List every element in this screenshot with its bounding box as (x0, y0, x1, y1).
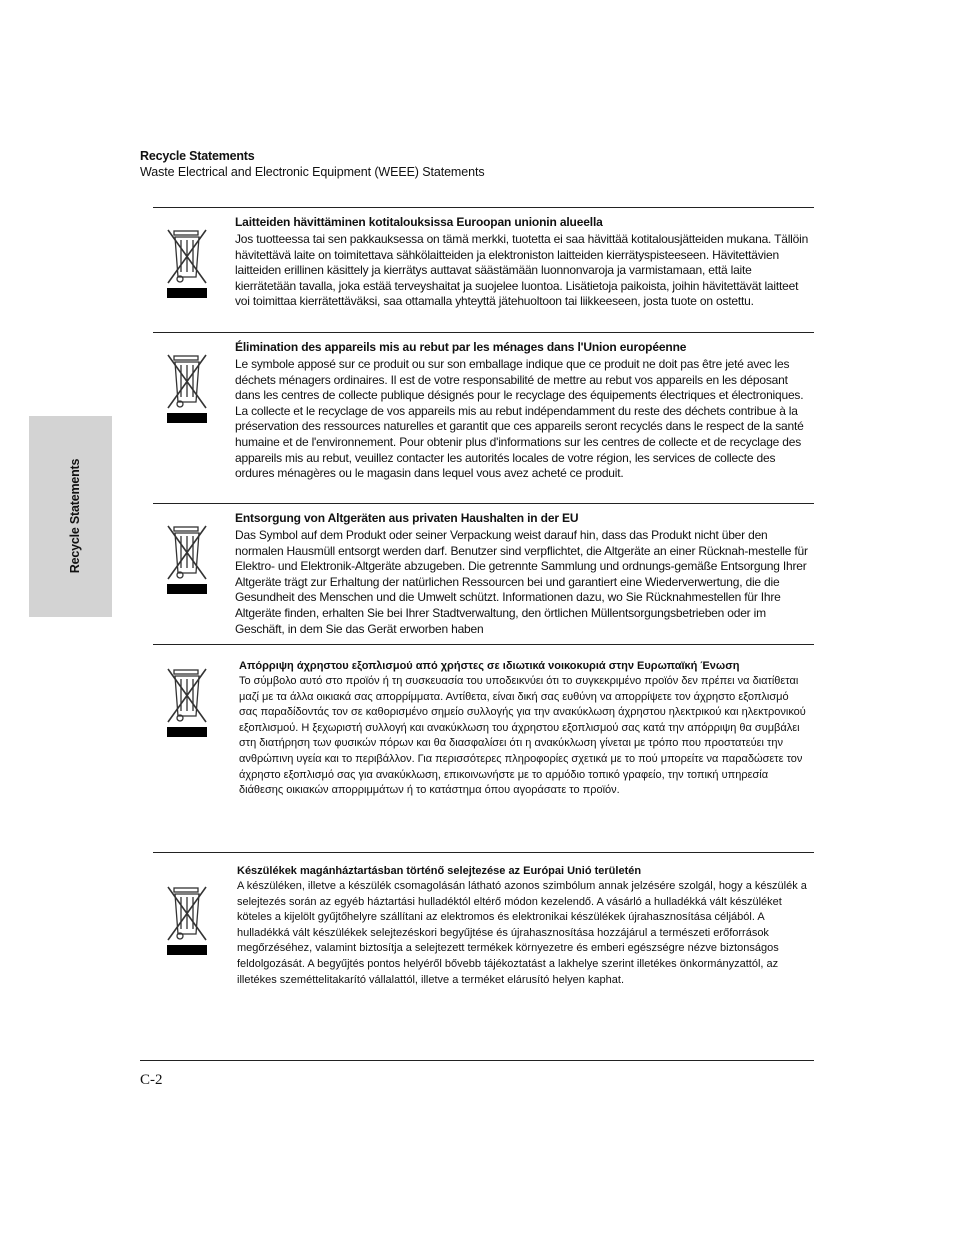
statement-body: A készüléken, illetve a készülék csomagolásán látható azonos szimbólum annak jelzésére szolgál, hogy a készülék a selejtezés során az egyéb háztartási hulladéktól eltérő módon kezelendő. A vásárló a hulladékká vált készüléket köteles a kijelölt gyűjtőhelyre szállítani az elektromos és elektronikai készülékek újrahasznosítása céljából. A hulladékká vált készülékek selejtezéskori begyűjtése és újrahasznosítása hozzájárul a természeti erőforrások megőrzéséhez, valamint biztosítja a selejtezett termékek környezetre és emberi egészségre nézve biztonságos feldolgozását. A begyűjtés pontos helyéről bővebb tájékoztatást a lakhelye szerint illetékes önkormányzattól, az illetékes szeméttelitakarító vállalattól, illetve a terméket elárusító helyen kaphat. (237, 880, 807, 986)
statement-title: Készülékek magánháztartásban történő selejtezése az Európai Unió területén (237, 865, 642, 877)
statement-title: Laitteiden hävittäminen kotitalouksissa Euroopan unionin alueella (235, 215, 603, 229)
statement-row-german (153, 503, 814, 645)
statement-row-finnish (153, 207, 814, 333)
section-title: Recycle Statements (140, 149, 255, 163)
weee-crossed-bin-icon (165, 228, 209, 298)
side-tab-label: Recycle Statements (68, 458, 82, 574)
statement-row-greek (153, 644, 814, 853)
statement-body: Jos tuotteessa tai sen pakkauksessa on tämä merkki, tuotetta ei saa hävittää kotitalousjätteiden mukana. Tällöin hävitettävä laite on toimitettava sähkölaitteiden ja elektroniston laitteiden kierrätyspisteeseen. Hävitettävien laitteiden erillinen käsittely ja kierrätys auttavat säästämään luonnonvaroja ja varmistamaan, että laite kierrätetään tavalla, joka estää terveyshaitat ja suojelee luontoa. Lisätietoja paikoista, joihin hävitettävät laitteet voi toimittaa kierrätettäväksi, saa ottamalla yhteyttä jätehuoltoon tai liikkeeseen, josta tuote on ostettu. (235, 232, 809, 309)
statement-title: Απόρριψη άχρηστου εξοπλισμού από χρήστες σε ιδιωτικά νοικοκυριά στην Ευρωπαϊκή Ένωση (239, 660, 740, 672)
statement-body: Das Symbol auf dem Produkt oder seiner Verpackung weist darauf hin, dass das Produkt nicht über den normalen Hausmüll entsorgt werden darf. Benutzer sind verpflichtet, die Altgeräte an einer Rücknah-mestelle für Elektro- und Elektronik-Altgeräte abzugeben. Die getrennte Sammlung und ordnungs-gemäße Entsorgung Ihrer Altgeräte trägt zur Erhaltung der natürlichen Ressourcen bei und garantiert eine Wiederverwertung, die die Gesundheit des Menschen und die Umwelt schützt. Informationen dazu, wo Sie Rücknahmestellen für Ihre Altgeräte finden, erhalten Sie bei Ihrer Stadtverwaltung, den örtlichen Müllentsorgungsbetrieben oder im Geschäft, in dem Sie das Gerät erworben haben (235, 528, 808, 636)
page-number: C-2 (140, 1072, 163, 1088)
footer-rule (140, 1060, 814, 1061)
weee-crossed-bin-icon (165, 667, 209, 737)
statement-body: Le symbole apposé sur ce produit ou sur son emballage indique que ce produit ne doit pas être jeté avec les déchets ménagers ordinaires. Il est de votre responsabilité de mettre au rebut vos appareils en les déposant dans les centres de collecte publique désignés pour le recyclage des équipements électriques et électroniques. La collecte et le recyclage de vos appareils mis au rebut indépendamment du reste des déchets contribue à la préservation des ressources naturelles et garantit que ces appareils seront recyclés dans le respect de la santé humaine et de l'environnement. Pour obtenir plus d'informations sur les centres de collecte et de recyclage des appareils mis au rebut, veuillez contacter les autorités locales de votre région, les services de collecte des ordures ménagères ou le magasin dans lequel vous avez acheté ce produit. (235, 357, 804, 481)
weee-crossed-bin-icon (165, 885, 209, 955)
section-subtitle: Waste Electrical and Electronic Equipment (WEEE) Statements (140, 165, 485, 179)
statement-row-hungarian (153, 852, 814, 1018)
statement-title: Élimination des appareils mis au rebut par les ménages dans l'Union européenne (235, 340, 687, 354)
section-heading (140, 148, 484, 180)
statement-title: Entsorgung von Altgeräten aus privaten Haushalten in der EU (235, 511, 579, 525)
statement-body: Το σύμβολο αυτό στο προϊόν ή τη συσκευασία του υποδεικνύει ότι το συγκεκριμένο προϊόν δεν πρέπει να διατίθεται μαζί με τα άλλα οικιακά σας απορρίμματα. Αντίθετα, είναι δική σας ευθύνη να απορρίψετε τον άχρηστο εξοπλισμό σας παραδίδοντάς τον σε καθορισμένο σημείο συλλογής για την ανακύκλωση άχρηστου ηλεκτρικού και ηλεκτρονικού εξοπλισμού. Η ξεχωριστή συλλογή και ανακύκλωση του άχρηστου εξοπλισμού σας κατά την απόρριψη θα συμβάλει στη διατήρηση των φυσικών πόρων και θα διασφαλίσει ότι η ανακύκλωση γίνεται με τρόπο που προστατεύει την ανθρώπινη υγεία και το περιβάλλον. Για περισσότερες πληροφορίες σχετικά με το πού μπορείτε να παραδώσετε τον άχρηστο εξοπλισμό σας για ανακύκλωση, επικοινωνήστε με το αρμόδιο τοπικό γραφείο, την τοπική υπηρεσία διάθεσης οικιακών απορριμμάτων ή το κατάστημα όπου αγοράσατε το προϊόν. (239, 675, 806, 797)
statement-row-french (153, 332, 814, 504)
weee-crossed-bin-icon (165, 353, 209, 423)
weee-crossed-bin-icon (165, 524, 209, 594)
